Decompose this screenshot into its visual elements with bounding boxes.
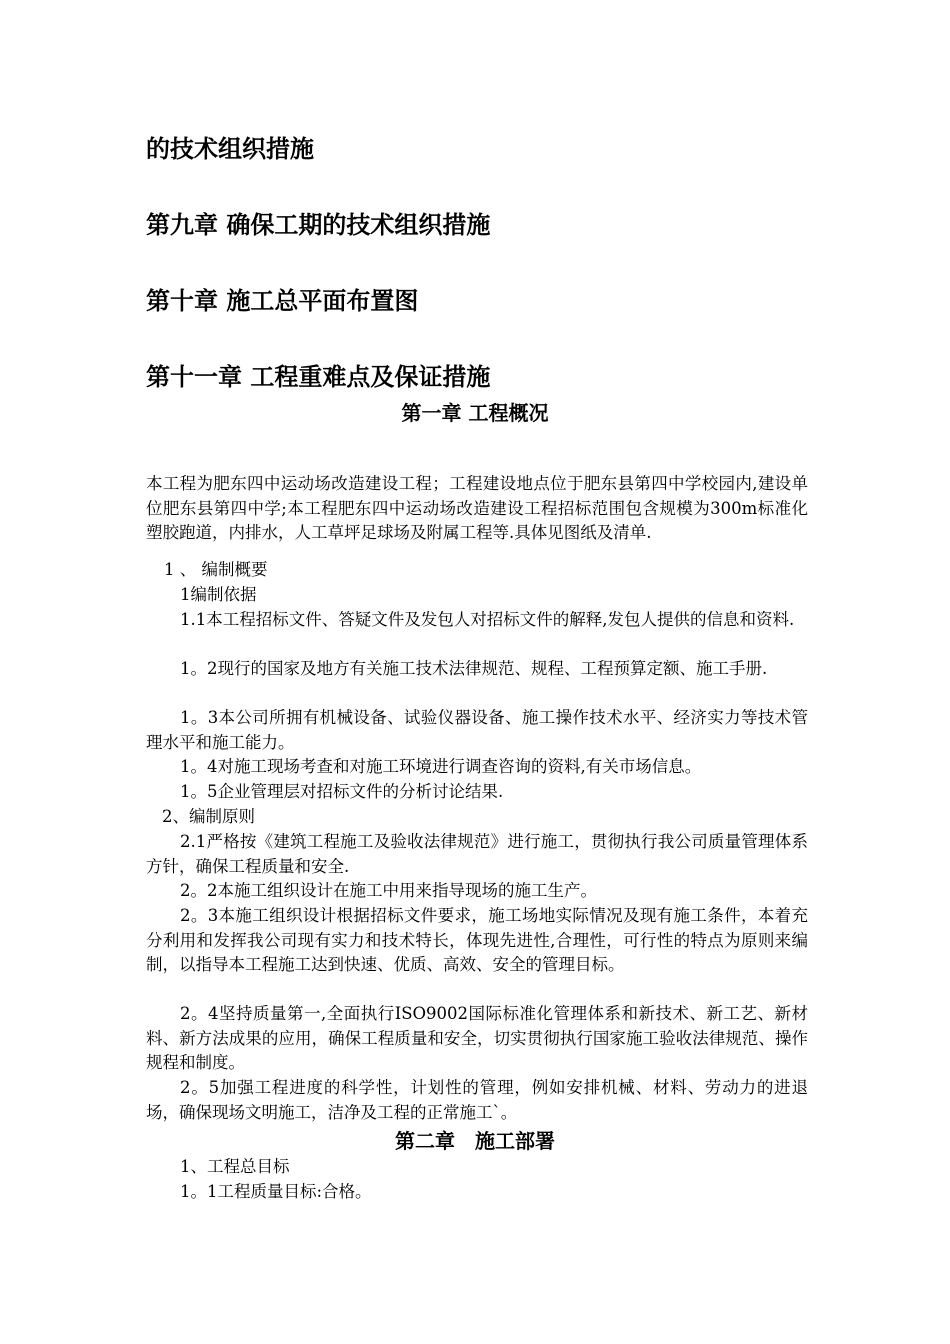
chapter-title: 第二章 施工部署 xyxy=(395,1129,555,1153)
toc-line: 第十一章 工程重难点及保证措施 xyxy=(146,363,491,391)
subsection-heading: 1编制依据 xyxy=(180,585,257,604)
list-item: 2.1严格按《建筑工程施工及验收法律规范》进行施工，贯彻执行我公司质量管理体系方针，确保工程质量和安全. xyxy=(146,832,808,876)
toc-line: 第十章 施工总平面布置图 xyxy=(146,287,419,315)
list-item: 2。2本施工组织设计在施工中用来指导现场的施工生产。 xyxy=(180,881,597,900)
list-item: 1。3本公司所拥有机械设备、试验仪器设备、施工操作技术水平、经济实力等技术管理水平和施工能力。 xyxy=(146,708,808,752)
toc-line: 的技术组织措施 xyxy=(146,135,314,163)
list-item: 1。2现行的国家及地方有关施工技术法律规范、规程、工程预算定额、施工手册. xyxy=(180,659,768,678)
chapter-title: 第一章 工程概况 xyxy=(401,401,549,425)
list-item: 2。4坚持质量第一,全面执行ISO9002国际标准化管理体系和新技术、新工艺、新材料、新方法成果的应用，确保工程质量和安全，切实贯彻执行国家施工验收法律规范、操作规程和制度。 xyxy=(146,1004,808,1072)
section-heading: 1、工程总目标 xyxy=(180,1157,290,1176)
list-item: 2。5加强工程进度的科学性，计划性的管理，例如安排机械、材料、劳动力的进退场，确保现场文明施工，洁净及工程的正常施工`。 xyxy=(146,1078,808,1122)
list-item: 1。1工程质量目标:合格。 xyxy=(180,1182,372,1201)
intro-paragraph: 本工程为肥东四中运动场改造建设工程；工程建设地点位于肥东县第四中学校园内,建设单位肥东县第四中学;本工程肥东四中运动场改造建设工程招标范围包含规模为300m标准化塑胶跑道，内排水，人工草坪足球场及附属工程等.具体见图纸及清单. xyxy=(146,474,808,542)
list-item: 1.1本工程招标文件、答疑文件及发包人对招标文件的解释,发包人提供的信息和资料. xyxy=(180,610,795,629)
list-item: 2。3本施工组织设计根据招标文件要求，施工场地实际情况及现有施工条件，本着充分利用和发挥我公司现有实力和技术特长，体现先进性,合理性，可行性的特点为原则来编制，以指导本工程施工达到快速、优质、高效、安全的管理目标。 xyxy=(146,906,808,974)
list-item: 1。5企业管理层对招标文件的分析讨论结果. xyxy=(180,782,504,801)
toc-line: 第九章 确保工期的技术组织措施 xyxy=(146,211,491,239)
subsection-heading: 2、编制原则 xyxy=(162,807,255,826)
list-item: 1。4对施工现场考查和对施工环境进行调查咨询的资料,有关市场信息。 xyxy=(180,757,702,776)
section-heading: 1 、 编制概要 xyxy=(164,560,268,579)
